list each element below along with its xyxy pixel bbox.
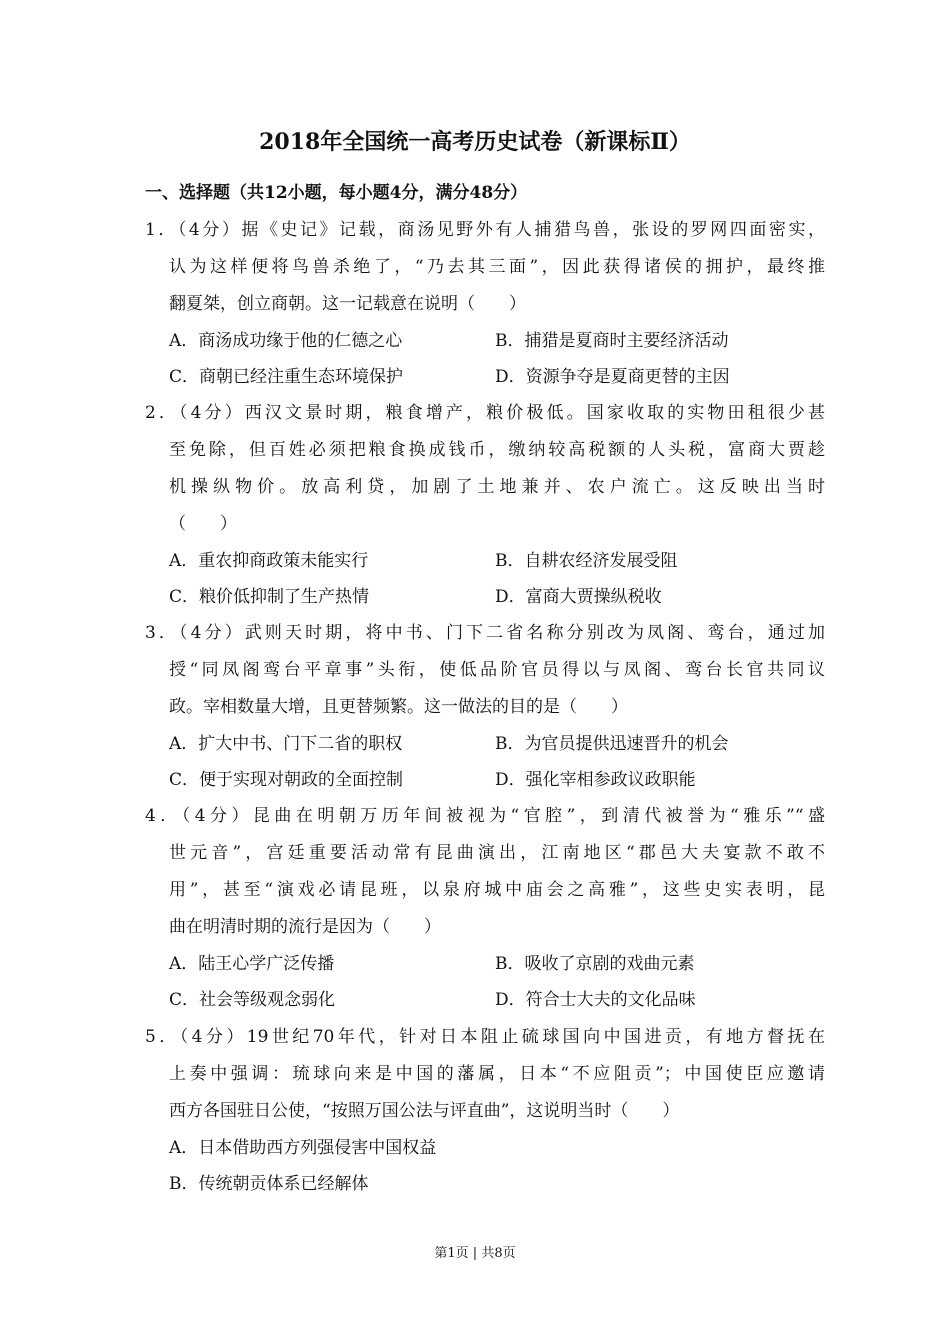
- question-line: 3．（4分）武则天时期，将中书、门下二省名称分别改为凤阁、鸾台，通过加: [145, 623, 825, 643]
- page-footer: 第1页 | 共8页: [434, 1246, 516, 1261]
- question-line: 机操纵物价。放高利贷，加剧了土地兼并、农户流亡。这反映出当时: [169, 477, 825, 497]
- question-line: 世元音”，宫廷重要活动常有昆曲演出，江南地区“郡邑大夫宴款不敢不: [169, 843, 825, 863]
- question-line: 西方各国驻日公使，“按照万国公法与评直曲”，这说明当时（ ）: [169, 1101, 680, 1121]
- option-b[interactable]: B．捕猎是夏商时主要经济活动: [495, 331, 729, 351]
- question-line: 政。宰相数量大增，且更替频繁。这一做法的目的是（ ）: [169, 697, 628, 717]
- option-b[interactable]: B．为官员提供迅速晋升的机会: [495, 734, 729, 754]
- option-c[interactable]: C．粮价低抑制了生产热情: [169, 587, 370, 607]
- option-list: [145, 726, 825, 798]
- question-line: 上奏中强调：琉球向来是中国的藩属，日本“不应阻贡”；中国使臣应邀请: [169, 1064, 825, 1084]
- question-3: [145, 615, 825, 798]
- option-d[interactable]: D．符合士大夫的文化品味: [495, 990, 696, 1010]
- option-c[interactable]: C．便于实现对朝政的全面控制: [169, 770, 404, 790]
- option-c[interactable]: C．社会等级观念弱化: [169, 990, 336, 1010]
- option-a[interactable]: A．陆王心学广泛传播: [169, 954, 335, 974]
- option-list: [145, 543, 825, 615]
- question-line: 至免除，但百姓必须把粮食换成钱币，缴纳较高税额的人头税，富商大贾趁: [169, 440, 825, 460]
- option-list: [145, 1130, 825, 1202]
- question-5: [145, 1019, 825, 1202]
- option-a[interactable]: A．重农抑商政策未能实行: [169, 551, 369, 571]
- question-line: 翻夏桀，创立商朝。这一记载意在说明（ ）: [169, 294, 526, 314]
- question-4: [145, 798, 825, 1018]
- option-b[interactable]: B．吸收了京剧的戏曲元素: [495, 954, 695, 974]
- option-a[interactable]: A．商汤成功缘于他的仁德之心: [169, 331, 403, 351]
- question-line: （ ）: [169, 514, 237, 534]
- question-line: 1．（4分）据《史记》记载，商汤见野外有人捕猎鸟兽，张设的罗网四面密实，: [145, 220, 825, 240]
- option-list: [145, 946, 825, 1018]
- question-1: [145, 212, 825, 395]
- option-d[interactable]: D．强化宰相参政议政职能: [495, 770, 696, 790]
- option-b[interactable]: B．自耕农经济发展受阻: [495, 551, 678, 571]
- section-heading: 一、选择题（共12小题，每小题4分，满分48分）: [145, 183, 528, 203]
- question-line: 用”，甚至“演戏必请昆班，以泉府城中庙会之高雅”，这些史实表明，昆: [169, 880, 825, 900]
- question-line: 认为这样便将鸟兽杀绝了，“乃去其三面”，因此获得诸侯的拥护，最终推: [169, 257, 825, 277]
- option-list: [145, 323, 825, 395]
- question-line: 2．（4分）西汉文景时期，粮食增产，粮价极低。国家收取的实物田租很少甚: [145, 403, 825, 423]
- question-line: 授“同凤阁鸾台平章事”头衔，使低品阶官员得以与凤阁、鸾台长官共同议: [169, 660, 825, 680]
- option-a[interactable]: A．日本借助西方列强侵害中国权益: [169, 1138, 437, 1158]
- page-title: 2018年全国统一高考历史试卷（新课标Ⅱ）: [259, 129, 691, 155]
- question-line: 4．（4分）昆曲在明朝万历年间被视为“官腔”，到清代被誉为“雅乐”“盛: [145, 806, 825, 826]
- option-d[interactable]: D．富商大贾操纵税收: [495, 587, 662, 607]
- option-b[interactable]: B．传统朝贡体系已经解体: [169, 1174, 369, 1194]
- option-c[interactable]: C．商朝已经注重生态环境保护: [169, 367, 404, 387]
- option-d[interactable]: D．资源争夺是夏商更替的主因: [495, 367, 730, 387]
- question-line: 5．（4分）19世纪70年代，针对日本阻止硫球国向中国进贡，有地方督抚在: [145, 1027, 825, 1047]
- question-2: [145, 395, 825, 615]
- question-line: 曲在明清时期的流行是因为（ ）: [169, 917, 441, 937]
- option-a[interactable]: A．扩大中书、门下二省的职权: [169, 734, 403, 754]
